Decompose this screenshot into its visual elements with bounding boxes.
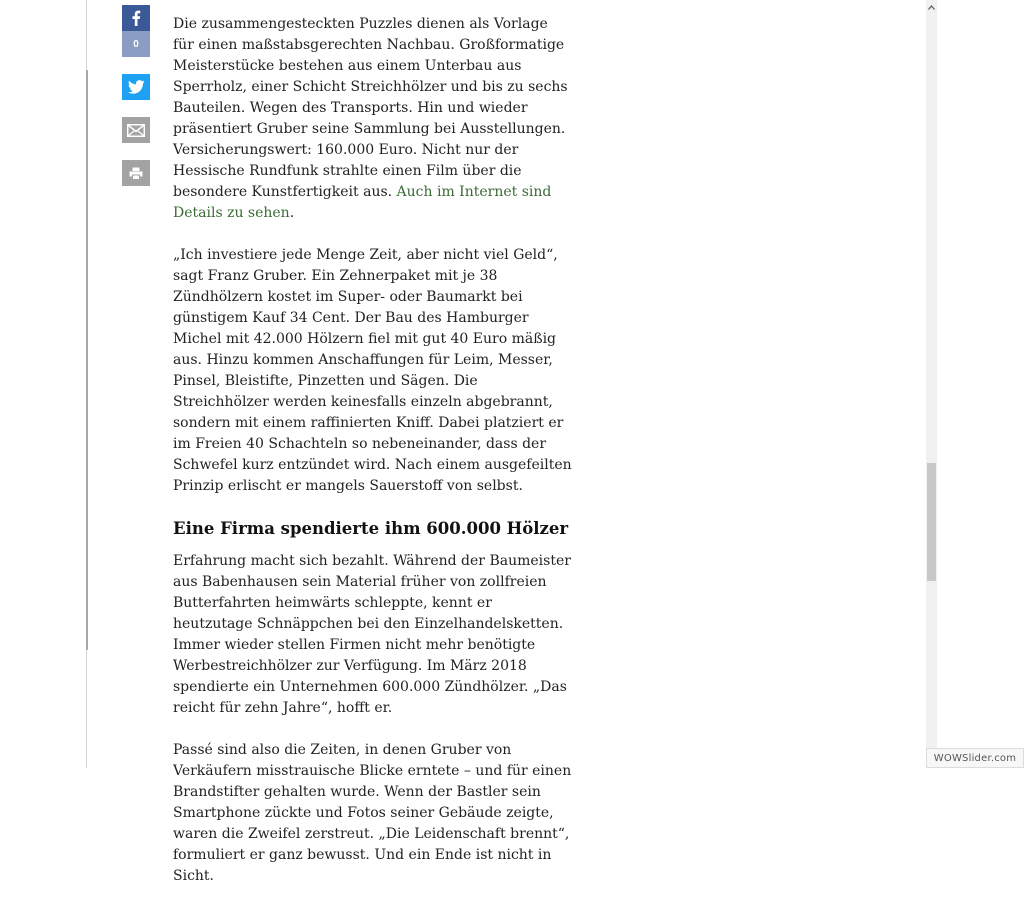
facebook-share-count: 0 (122, 31, 150, 57)
mail-share-button[interactable] (122, 117, 150, 143)
internet-details-link[interactable]: Auch im Internet sind Details zu sehen (173, 184, 552, 221)
print-button[interactable] (122, 160, 150, 186)
chevron-up-icon (928, 5, 935, 10)
section-heading: Eine Firma spendierte ihm 600.000 Hölzer (173, 519, 569, 538)
scroll-up-button[interactable] (926, 0, 937, 14)
print-icon (129, 167, 143, 180)
watermark: WOWSlider.com (926, 748, 1024, 768)
article-body (173, 14, 573, 908)
gutter-divider (86, 70, 88, 650)
article-paragraph (173, 14, 573, 224)
article-paragraph: „Ich investiere jede Menge Zeit, aber nicht viel Geld“, sagt Franz Gruber. Ein Zehnerpaket mit je 38 Zündhölzern kostet im Super- oder Baumarkt bei günstigem Kauf 34 Cent. Der Bau des Hamburger Michel mit 42.000 Hölzern fiel mit gut 40 Euro mäßig aus. Hinzu kommen Anschaffungen für Leim, Messer, Pinsel, Bleistifte, Pinzetten und Sägen. Die Streichhölzer werden keinesfalls einzeln abgebrannt, sondern mit einem raffinierten Kniff. Dabei platziert er im Freien 40 Schachteln so nebeneinander, dass der Schwefel kurz entzündet wird. Nach einem ausgefeilten Prinzip erlischt er mangels Sauerstoff von selbst. (173, 247, 572, 494)
twitter-icon (128, 80, 145, 94)
article-paragraph: Passé sind also die Zeiten, in denen Gruber von Verkäufern misstrauische Blicke erntete – und für einen Brandstifter gehalten wurde. Wenn der Bastler sein Smartphone zückte und Fotos seiner Gebäude zeigte, waren die Zweifel zerstreut. „Die Leidenschaft brennt“, formuliert er ganz bewusst. Und ein Ende ist nicht in Sicht. (173, 742, 572, 884)
facebook-share-button[interactable] (122, 5, 150, 31)
scrollbar-thumb[interactable] (927, 463, 936, 581)
paragraph-text: Die zusammengesteckten Puzzles dienen als Vorlage für einen maßstabsgerechten Nachbau. Großformatige Meisterstücke bestehen aus einem Unterbau aus Sperrholz, einer Schicht Streichhölzer und bis zu sechs Bauteilen. Wegen des Transports. Hin und wieder präsentiert Gruber seine Sammlung bei Ausstellungen. Versicherungswert: 160.000 Euro. Nicht nur der Hessische Rundfunk strahlte einen Film über die besondere Kunstfertigkeit aus. (173, 16, 568, 200)
share-bar (122, 5, 150, 203)
vertical-scrollbar[interactable] (926, 0, 937, 768)
facebook-icon (131, 10, 141, 26)
twitter-share-button[interactable] (122, 74, 150, 100)
mail-icon (127, 124, 145, 137)
paragraph-end: . (289, 205, 295, 221)
article-paragraph: Erfahrung macht sich bezahlt. Während der Baumeister aus Babenhausen sein Material früher von zollfreien Butterfahrten heimwärts schleppte, kennt er heutzutage Schnäppchen bei den Einzelhandelsketten. Immer wieder stellen Firmen nicht mehr benötigte Werbestreichhölzer zur Verfügung. Im März 2018 spendierte ein Unternehmen 600.000 Zündhölzer. „Das reicht für zehn Jahre“, hofft er. (173, 553, 571, 716)
facebook-share (122, 5, 150, 57)
